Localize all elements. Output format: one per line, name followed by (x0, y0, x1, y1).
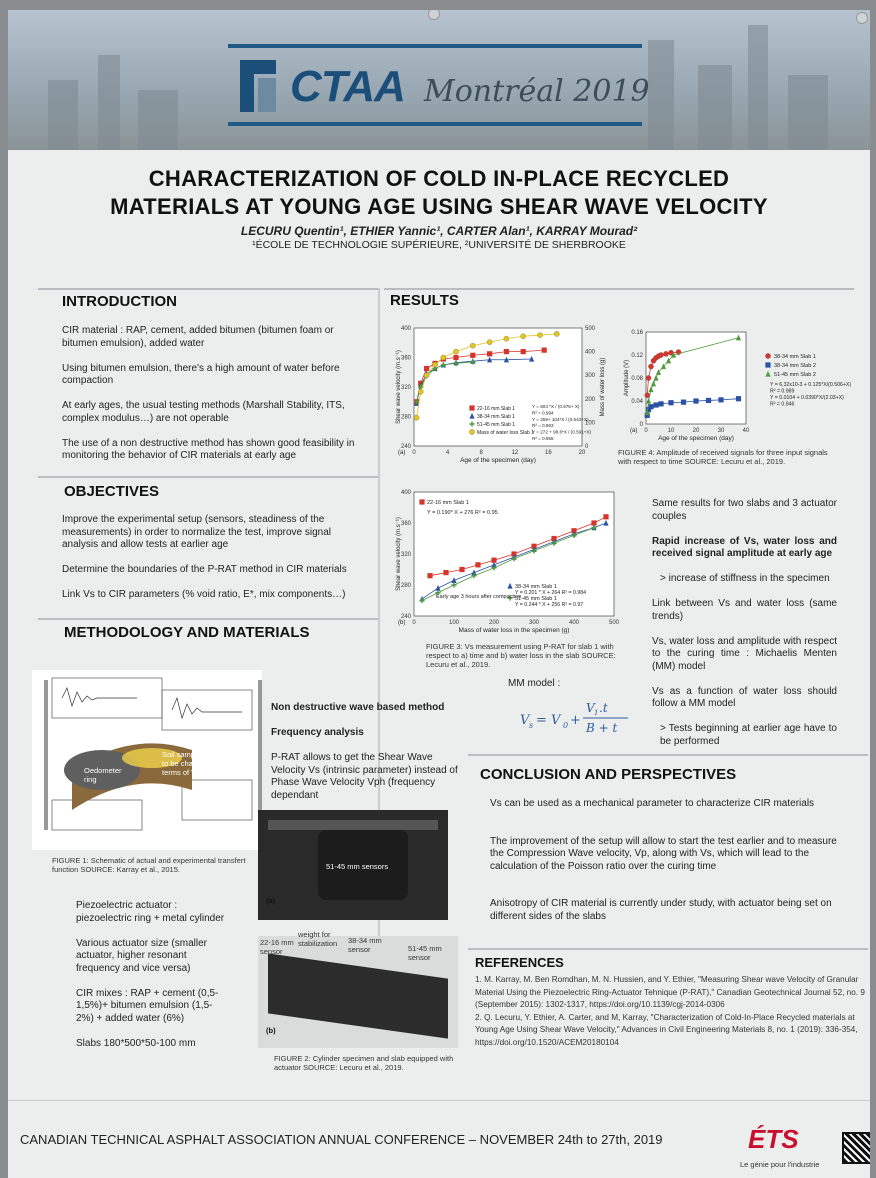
y-tick-label: 240 (400, 444, 411, 450)
x-tick-label: 400 (568, 620, 580, 626)
y-tick-label: 320 (400, 385, 411, 391)
x-tick-label: 0 (644, 428, 648, 434)
fit-equation: Y = 272 + 98.6*X / (0.591+X) (532, 429, 592, 435)
slab-label-4: 51-45 mm sensor (408, 944, 442, 962)
poster-title-line-1: CHARACTERIZATION OF COLD IN-PLACE RECYCLED (148, 166, 730, 191)
annotation: Early age 3 hours after compaction (436, 594, 522, 600)
legend-label: 22-16 mm Slab 1 (427, 500, 469, 506)
x-tick-label: 200 (488, 620, 500, 626)
method-2: Frequency analysis (271, 727, 364, 738)
methodology-heading: METHODOLOGY AND MATERIALS (64, 624, 310, 641)
data-point (736, 396, 741, 401)
svg-text:+: + (570, 713, 581, 728)
intro-p1: CIR material : RAP, cement, added bitumen (bitumen foam or bitumen emulsion), added water (62, 325, 334, 349)
intro-p3: At early ages, the usual testing methods (Marshall Stability, ITS, complex modulus…) are not operable (62, 400, 345, 424)
svg-text:1: 1 (594, 709, 599, 717)
panel-label: (a) (398, 450, 406, 456)
fit-equation: Y = 0.190* X + 276 R² = 0.95 (427, 510, 498, 516)
section-divider (384, 288, 854, 290)
result-7: > Tests beginning at earlier age have to be performed (660, 723, 837, 747)
data-point (648, 404, 653, 409)
conclusion-heading: CONCLUSION AND PERSPECTIVES (480, 766, 737, 783)
data-point (542, 348, 547, 353)
chart-vs-vs-time (392, 322, 620, 472)
mm-model-formula (520, 698, 638, 738)
legend-label: 51-45 mm Slab 1 (515, 596, 557, 602)
intro-text (62, 325, 362, 463)
y-tick-label: 320 (400, 552, 411, 558)
skyline-building (98, 55, 120, 150)
x-tick-label: 4 (445, 450, 450, 456)
sensor-label: 51-45 mm sensors (326, 862, 389, 871)
data-point (718, 397, 723, 402)
fit-equation: R² = 0.946 (770, 401, 795, 408)
chart-vs-vs-water-loss (392, 488, 620, 640)
fig2b-label: (b) (266, 1026, 276, 1035)
method-p2: Various actuator size (smaller actuator, higher resonant frequency and vice versa) (76, 937, 207, 974)
figure-3-caption: FIGURE 3: Vs measurement using P-RAT for slab 1 with respect to a) time and b) water loss in the slab SOURCE: Lecuru et al., 2019. (426, 642, 616, 669)
intro-p2: Using bitumen emulsion, there's a high amount of water before compaction (62, 362, 340, 386)
fit-equation: R² = 0.989 (770, 388, 795, 395)
mm-model-label: MM model : (508, 678, 561, 689)
data-point (653, 402, 658, 407)
data-point (424, 373, 429, 378)
fit-equation: R² = 0.955 (532, 436, 554, 441)
figure-2b-slab-photo (258, 930, 458, 1048)
y-tick-label: 0 (639, 422, 643, 428)
data-point (469, 405, 474, 410)
slab-label-1: 22-16 mm sensor (260, 938, 294, 956)
authors: LECURU Quentin¹, ETHIER Yannic¹, CARTER Alan¹, KARRAY Mourad² (240, 224, 638, 238)
x-axis-label: Mass of water loss in the specimen (g) (458, 627, 570, 634)
conclusion-text (490, 798, 852, 923)
results-heading: RESULTS (390, 292, 459, 309)
objectives-p3: Link Vs to CIR parameters (% void ratio, E*, mix components…) (62, 589, 346, 600)
skyline-building (48, 80, 78, 150)
legend-label: 38-34 mm Slab 1 (774, 354, 816, 360)
method-p3: CIR mixes : RAP + cement (0,5-1,5%)+ bitumen emulsion (1,5-2%) + added water (6%) (76, 987, 219, 1024)
logo-city: Montréal 2019 (424, 74, 650, 109)
data-point (470, 353, 475, 358)
data-point (646, 375, 651, 380)
data-point (453, 355, 458, 360)
data-point (504, 336, 509, 341)
skyline-building (788, 75, 828, 150)
y-tick-label: 360 (400, 355, 411, 362)
y-axis-label: Amplitude (V) (624, 359, 630, 397)
section-divider (468, 754, 868, 756)
skyline-building (138, 90, 178, 150)
y2-tick-label: 100 (585, 420, 596, 427)
result-1: Same results for two slabs and 3 actuator couples (652, 498, 837, 522)
skyline-building (748, 25, 768, 150)
result-2: Rapid increase of Vs, water loss and received signal amplitude at early age (652, 535, 837, 559)
x-tick-label: 8 (479, 450, 483, 456)
svg-text:0: 0 (563, 721, 569, 730)
data-point (504, 349, 509, 354)
fit-equation: Y = 0.0104 + 0.0390*X/(2.03+X) (770, 395, 844, 401)
legend-label: 38-34 mm Slab 1 (477, 414, 516, 420)
data-point (554, 331, 559, 336)
result-5: Vs, water loss and amplitude with respect to the curing time : Michaelis Menten (MM) model (652, 635, 837, 672)
data-point (521, 334, 526, 339)
y-axis-label: Shear wave velocity (m.s⁻¹) (396, 517, 402, 591)
y-tick-label: 240 (400, 614, 411, 620)
y2-tick-label: 500 (585, 326, 596, 332)
legend-label: 51-45 mm Slab 1 (477, 422, 516, 428)
svg-text:s: s (529, 721, 534, 730)
y-tick-label: 0.12 (631, 353, 643, 359)
x-axis-label: Age of the specimen (day) (658, 435, 734, 442)
fit-equation: Y = 259+ 104*X / (0.543+X) (532, 416, 589, 422)
data-point (424, 366, 429, 371)
x-tick-label: 10 (667, 428, 675, 434)
result-4: Link between Vs and water loss (same trends) (652, 598, 837, 622)
y-tick-label: 360 (400, 521, 411, 527)
legend-label: Mass of water loss Slab 1 (477, 430, 534, 436)
schematic-ring-label: Oedometer ring (84, 766, 122, 784)
x-tick-label: 0 (412, 450, 416, 456)
legend-label: 38-34 mm Slab 2 (774, 363, 816, 369)
data-point (603, 514, 608, 519)
affiliations: ¹ÉCOLE DE TECHNOLOGIE SUPÉRIEURE, ²UNIVERSITÉ DE SHERBROOKE (252, 239, 626, 251)
data-point (537, 332, 542, 337)
skyline-building (698, 65, 732, 150)
x-tick-label: 12 (511, 450, 519, 456)
intro-heading: INTRODUCTION (62, 293, 177, 310)
x-tick-label: 30 (717, 428, 725, 434)
slab-label-3: 38-34 mm sensor (348, 936, 382, 954)
x-tick-label: 20 (692, 428, 700, 434)
ctaa-logo-icon (240, 60, 276, 112)
fig2a-label: (a) (266, 896, 276, 905)
x-tick-label: 16 (545, 450, 552, 456)
results-text (652, 498, 837, 748)
section-divider (38, 618, 378, 620)
y2-tick-label: 300 (585, 373, 596, 380)
method-p4: Slabs 180*500*50-100 mm (76, 1037, 196, 1049)
objectives-p1: Improve the experimental setup (sensors, steadiness of the measurements) in order to normalize the test, improve signal analysis and allow tests at earlier age (62, 514, 332, 550)
data-point (469, 429, 474, 434)
y-tick-label: 400 (400, 326, 411, 332)
fit-equation: R² = 0.963 (532, 423, 554, 429)
objectives-text (62, 514, 362, 602)
data-point (765, 353, 770, 358)
data-point (432, 362, 437, 367)
data-point (706, 398, 711, 403)
data-point (487, 351, 492, 356)
pushpin-icon (856, 12, 868, 24)
method-1: Non destructive wave based method (271, 702, 445, 713)
ets-tagline: Le génie pour l'industrie (740, 1160, 820, 1169)
slab-specimen (268, 953, 448, 1038)
logo-rule-top (228, 44, 642, 48)
y-tick-label: 280 (400, 414, 411, 421)
fit-equation: R² = 0.994 (532, 410, 554, 416)
fit-equation: Y = 504 *X / (0.676+ X) (532, 404, 580, 409)
svg-text:V: V (586, 701, 595, 715)
svg-text:V: V (520, 713, 530, 728)
data-point (487, 340, 492, 345)
y2-tick-label: 0 (585, 444, 589, 450)
schematic-soil-label: Soil sample - Structure to be characterized in terms of V_s (162, 750, 238, 777)
method-3: P-RAT allows to get the Shear Wave Velocity Vs (intrinsic parameter) instead of Phase Wave Velocity Vph (frequency dependant (271, 752, 458, 801)
fit-equation: Y = 6.32x10-3 + 0.125*X/(0.506+X) (770, 382, 852, 388)
intro-p4: The use of a non destructive method has shown good feasibility in monitoring the behavior of CIR materials at early age (62, 437, 355, 461)
reference-1: 1. M. Karray, M. Ben Romdhan, M. N. Hussien, and Y. Ethier, "Measuring Shear wave Velocity of Granular Material Using the Piezoelectric Ring-Actuator Tehnique (P-RAT)," Canadian Geotechnical Journal 52, no. 9 (September 2015): 1302-1317, https://doi.org/10.1139/cgj-2014-0306 (475, 975, 865, 1009)
objectives-heading: OBJECTIVES (64, 483, 160, 500)
references-heading: REFERENCES (475, 955, 564, 970)
data-point (453, 349, 458, 354)
fit-equation: Y = 0.201 * X + 264 R² = 0.984 (515, 590, 586, 596)
conclusion-3: Anisotropy of CIR material is currently under study, with actuator being set on different sides of the slabs (490, 898, 832, 922)
ets-logo: ÉTS (748, 1124, 799, 1154)
figure-1-schematic (32, 670, 262, 850)
reference-2: 2. Q. Lecuru, Y. Ethier, A. Carter, and M, Karray, "Characterization of Cold-In-Place Recycled materials at Young Age Using Shear Wave Velocity," Advances in Civil Engineering Materials 8, no. 1 (2019): 336-354, https://doi.org/10.1520/ACEM20180104 (475, 1012, 858, 1047)
plot-area (646, 332, 746, 424)
figure-4-caption: FIGURE 4: Amplitude of received signals for three input signals with respect to time SOURCE: Lecuru et al., 2019. (618, 448, 828, 466)
figure-2-caption: FIGURE 2: Cylinder specimen and slab equipped with actuator SOURCE: Lecuru et al., 2019. (274, 1054, 454, 1072)
data-point (521, 349, 526, 354)
data-point (681, 400, 686, 405)
section-divider (38, 476, 378, 478)
conclusion-2: The improvement of the setup will allow to start the test earlier and to measure the Compression Wave velocity, Vp, along with Vs, which will lead to the calculation of the Poisson ratio over the curing time (490, 835, 837, 872)
data-point (663, 351, 668, 356)
methodology-text-right (271, 702, 461, 802)
data-point (459, 567, 464, 572)
y2-tick-label: 200 (585, 396, 596, 403)
logo-text: CTAA (290, 62, 405, 111)
x-tick-label: 500 (608, 620, 620, 626)
data-point (765, 362, 770, 367)
poster (8, 10, 870, 1178)
data-point (441, 355, 446, 360)
data-point (443, 570, 448, 575)
y-tick-label: 0.16 (631, 330, 643, 336)
figure-2a-cylinder-photo (258, 810, 448, 920)
slab-label-2: weight for stabilization (298, 930, 338, 948)
data-point (668, 400, 673, 405)
data-point (475, 562, 480, 567)
fit-equation: Y = 0.244 * X + 256 R² = 0.97 (515, 602, 584, 608)
logo-rule-bottom (228, 122, 642, 126)
data-point (470, 343, 475, 348)
section-divider (468, 948, 868, 950)
poster-title-line-2: MATERIALS AT YOUNG AGE USING SHEAR WAVE VELOCITY (110, 194, 768, 219)
svg-text:= V: = V (536, 713, 561, 728)
data-point (427, 573, 432, 578)
clamp-bar (268, 820, 438, 830)
x-tick-label: 300 (528, 620, 540, 626)
column-divider (378, 288, 380, 1038)
section-divider (38, 288, 378, 290)
panel-label: (a) (630, 428, 638, 434)
result-3: > increase of stiffness in the specimen (660, 573, 830, 584)
footer-divider (8, 1100, 870, 1101)
y-tick-label: 0.08 (631, 376, 643, 382)
x-tick-label: 100 (448, 620, 460, 626)
data-point (648, 364, 653, 369)
chart-amplitude-vs-time (620, 328, 864, 448)
panel-label: (b) (398, 620, 406, 626)
y-axis-label: Shear wave velocity (m.s⁻¹) (396, 350, 402, 424)
plot-area (414, 328, 582, 446)
method-p1: Piezoelectric actuator : piezoelectric ring + metal cylinder (76, 900, 225, 924)
y2-axis-label: Mass of water loss (g) (600, 357, 606, 417)
x-tick-label: 40 (742, 428, 750, 434)
data-point (658, 401, 663, 406)
data-point (765, 371, 770, 377)
legend-label: 51-45 mm Slab 2 (774, 372, 816, 378)
references-list (475, 974, 867, 1049)
skyline-building (648, 40, 674, 150)
data-point (419, 499, 424, 504)
y-tick-label: 400 (400, 490, 411, 496)
svg-text:.t: .t (599, 701, 608, 715)
qr-code-icon (842, 1132, 870, 1164)
x-tick-label: 20 (578, 450, 586, 456)
y2-tick-label: 400 (585, 349, 596, 356)
x-tick-label: 0 (412, 620, 416, 626)
y-tick-label: 0.04 (631, 399, 643, 405)
result-6: Vs as a function of water loss should follow a MM model (652, 685, 837, 709)
figure-1-caption: FIGURE 1: Schematic of actual and experimental transfert function SOURCE: Karray et al., 2015. (52, 856, 246, 874)
svg-text:B + t: B + t (586, 721, 618, 735)
header-banner (8, 10, 870, 150)
data-point (693, 398, 698, 403)
conclusion-1: Vs can be used as a mechanical parameter to characterize CIR materials (490, 798, 815, 809)
footer-text: CANADIAN TECHNICAL ASPHALT ASSOCIATION ANNUAL CONFERENCE – NOVEMBER 24th to 27th, 2019 (20, 1132, 663, 1147)
data-point (418, 389, 423, 394)
y-tick-label: 280 (400, 583, 411, 589)
data-point (414, 415, 419, 420)
methodology-text-left (76, 900, 226, 1050)
legend-label: 38-34 mm Slab 1 (515, 584, 557, 590)
objectives-p2: Determine the boundaries of the P-RAT method in CIR materials (62, 564, 347, 575)
x-axis-label: Age of the specimen (day) (460, 457, 536, 464)
data-point (658, 352, 663, 357)
legend-label: 22-16 mm Slab 1 (477, 406, 516, 412)
